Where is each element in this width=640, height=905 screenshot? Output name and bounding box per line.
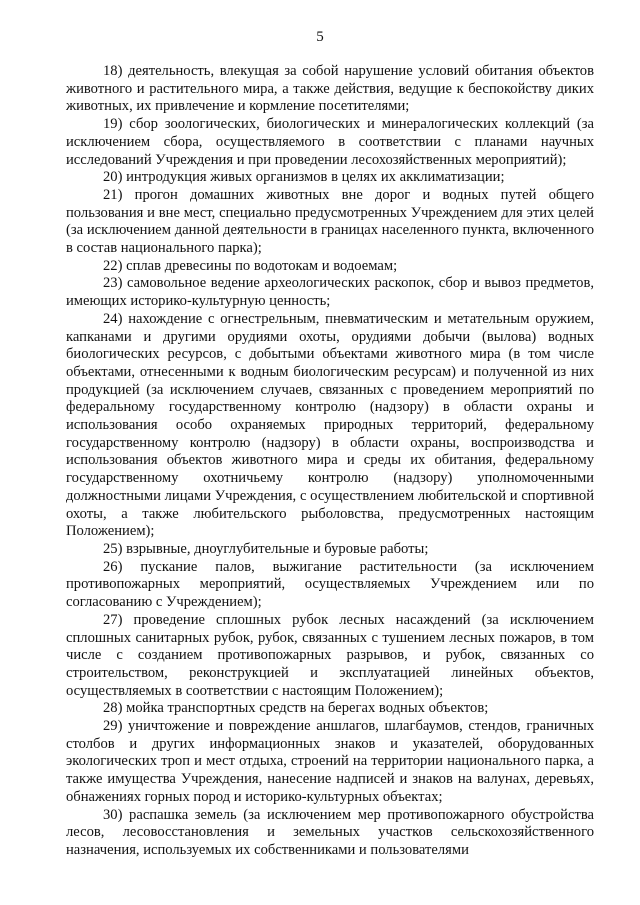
paragraph-item-24: 24) нахождение с огнестрельным, пневматическим и метательным оружием, капканами и другими орудиями охоты, орудиями добычи (вылова) водных биологических ресурсов, с добытыми объектами животного мира (в том числе объектами, отнесенными к водным биологическим ресурсам) и полученной из них продукцией (за исключением случаев, связанных с проведением мероприятий по федеральному государственному контролю (надзору) в области охраны и использования особо охраняемых природных территорий, федеральному государственному контролю (надзору) в области охраны, воспроизводства и использования объектов животного мира и среды их обитания, федеральному государственному охотничьему контролю (надзору) уполномоченными должностными лицами Учреждения, с осуществлением любительской и спортивной охоты, а также любительского рыболовства, предусмотренных настоящим Положением); [66, 310, 594, 540]
paragraph-item-27: 27) проведение сплошных рубок лесных насаждений (за исключением сплошных санитарных рубок, рубок, связанных с тушением лесных пожаров, в том числе с созданием противопожарных разрывов, и рубок, связанных со строительством, реконструкцией и эксплуатацией линейных объектов, осуществляемых в соответствии с настоящим Положением); [66, 611, 594, 699]
paragraph-item-20: 20) интродукция живых организмов в целях их акклиматизации; [103, 169, 505, 186]
paragraph-item-26: 26) пускание палов, выжигание растительности (за исключением противопожарных мероприятий, осуществляемых Учреждением или по согласованию с Учреждением); [66, 558, 594, 611]
paragraph-item-30: 30) распашка земель (за исключением мер противопожарного обустройства лесов, лесовосстановления и земельных участков сельскохозяйственного назначения, используемых их собственниками и пользователями [66, 806, 594, 858]
paragraph-item-23: 23) самовольное ведение археологических раскопок, сбор и вывоз предметов, имеющих историко-культурную ценность; [66, 275, 594, 310]
paragraph-item-25: 25) взрывные, дноуглубительные и буровые работы; [103, 540, 429, 557]
paragraph-item-22: 22) сплав древесины по водотокам и водоемам; [103, 257, 398, 274]
paragraph-item-21: 21) прогон домашних животных вне дорог и водных путей общего пользования и вне мест, специально предусмотренных Учреждением для этих целей (за исключением данной деятельности в границах населенного пункта, включенного в состав национального парка); [66, 186, 594, 257]
paragraph-item-18: 18) деятельность, влекущая за собой нарушение условий обитания объектов животного и растительного мира, а также действия, ведущие к беспокойству диких животных, их привлечение и кормление посетителями; [66, 63, 594, 115]
page-number: 5 [316, 29, 324, 45]
paragraph-item-29: 29) уничтожение и повреждение аншлагов, шлагбаумов, стендов, граничных столбов и других информационных знаков и указателей, оборудованных экологических троп и мест отдыха, строений на территории национального парка, а также имущества Учреждения, нанесение надписей и знаков на валунах, деревьях, обнажениях горных пород и историко-культурных объектах; [66, 718, 594, 805]
document-body [66, 63, 594, 860]
paragraph-item-19: 19) сбор зоологических, биологических и минералогических коллекций (за исключением сбора, осуществляемого в соответствии с планами научных исследований Учреждения и при проведении лесохозяйственных мероприятий); [66, 116, 594, 168]
paragraph-item-28: 28) мойка транспортных средств на берегах водных объектов; [103, 700, 489, 717]
